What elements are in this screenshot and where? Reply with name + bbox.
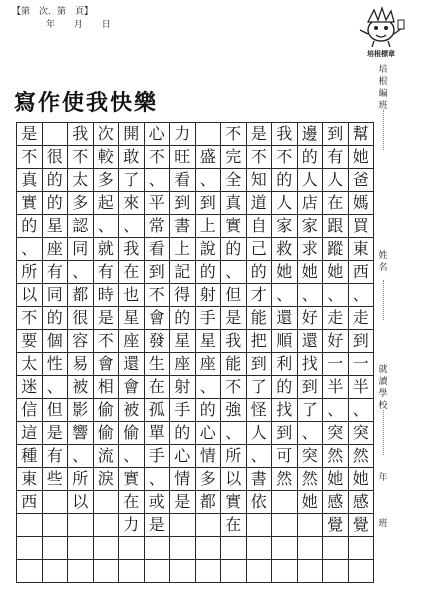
grid-cell: 是 bbox=[93, 306, 120, 330]
grid-cell: 星 bbox=[195, 329, 222, 353]
grid-cell: 人 bbox=[246, 421, 273, 445]
grid-cell: 強 bbox=[220, 398, 247, 422]
grid-cell: 西 bbox=[348, 260, 375, 284]
grid-cell: 以 bbox=[220, 467, 247, 491]
grid-cell: 次 bbox=[93, 122, 120, 146]
grid-cell bbox=[144, 536, 171, 560]
grid-cell: 不 bbox=[16, 145, 43, 169]
grid-cell: 半 bbox=[322, 375, 349, 399]
grid-cell: 感 bbox=[348, 490, 375, 514]
grid-cell: 可 bbox=[271, 444, 298, 468]
grid-cell: 、 bbox=[16, 237, 43, 261]
grid-cell: 幫 bbox=[348, 122, 375, 146]
grid-cell: 爸 bbox=[348, 168, 375, 192]
grid-cell: 心 bbox=[195, 421, 222, 445]
grid-cell: 的 bbox=[195, 398, 222, 422]
grid-cell bbox=[348, 559, 375, 583]
grid-cell: 淚 bbox=[93, 467, 120, 491]
grid-cell: 跟 bbox=[322, 214, 349, 238]
grid-cell: 然 bbox=[348, 444, 375, 468]
grid-cell: 不 bbox=[144, 283, 171, 307]
grid-cell: 在 bbox=[118, 490, 145, 514]
grid-cell: 但 bbox=[42, 398, 69, 422]
grid-cell: 東 bbox=[348, 237, 375, 261]
grid-cell: 、 bbox=[348, 283, 375, 307]
grid-cell bbox=[195, 536, 222, 560]
grid-cell: 家 bbox=[271, 214, 298, 238]
grid-cell: 、 bbox=[93, 214, 120, 238]
grid-cell: 的 bbox=[297, 145, 324, 169]
grid-cell bbox=[67, 536, 94, 560]
sidebar-dotted-line bbox=[383, 110, 384, 150]
grid-cell: 己 bbox=[246, 237, 273, 261]
grid-cell: 突 bbox=[322, 421, 349, 445]
grid-cell: 、 bbox=[271, 283, 298, 307]
page-number-line: 【第 次．第 頁】 bbox=[12, 7, 94, 17]
grid-cell: 感 bbox=[322, 490, 349, 514]
grid-cell bbox=[118, 536, 145, 560]
grid-cell: 是 bbox=[42, 421, 69, 445]
grid-cell bbox=[195, 122, 222, 146]
grid-cell: 相 bbox=[93, 375, 120, 399]
grid-cell: 、 bbox=[220, 421, 247, 445]
grid-cell: 全 bbox=[220, 168, 247, 192]
grid-cell bbox=[246, 559, 273, 583]
grid-cell: 同 bbox=[67, 237, 94, 261]
grid-cell: 偷 bbox=[93, 398, 120, 422]
grid-cell: 、 bbox=[322, 398, 349, 422]
grid-cell: 是 bbox=[144, 513, 171, 537]
essay-title: 寫作使我快樂 bbox=[14, 91, 159, 116]
grid-cell: 的 bbox=[169, 421, 196, 445]
grid-cell: 一 bbox=[322, 352, 349, 376]
grid-cell: 的 bbox=[42, 306, 69, 330]
grid-cell: 到 bbox=[322, 122, 349, 146]
grid-cell: 到 bbox=[246, 352, 273, 376]
grid-cell: 、 bbox=[297, 421, 324, 445]
grid-cell: 射 bbox=[195, 283, 222, 307]
grid-cell bbox=[67, 513, 94, 537]
grid-cell bbox=[169, 559, 196, 583]
grid-cell: 就 bbox=[93, 237, 120, 261]
grid-cell: 到 bbox=[348, 329, 375, 353]
grid-cell: 書 bbox=[246, 467, 273, 491]
grid-cell bbox=[16, 536, 43, 560]
grid-cell: 流 bbox=[93, 444, 120, 468]
grid-cell: 會 bbox=[93, 352, 120, 376]
grid-cell: 順 bbox=[271, 329, 298, 353]
grid-cell bbox=[297, 559, 324, 583]
grid-cell: 走 bbox=[322, 306, 349, 330]
date-line bbox=[46, 17, 127, 30]
grid-cell: 座 bbox=[118, 329, 145, 353]
grid-cell: 實 bbox=[220, 490, 247, 514]
grid-cell: 覺 bbox=[322, 513, 349, 537]
grid-cell: 上 bbox=[169, 237, 196, 261]
grid-cell bbox=[42, 559, 69, 583]
grid-cell: 不 bbox=[220, 122, 247, 146]
grid-cell: 手 bbox=[144, 444, 171, 468]
grid-cell: 家 bbox=[297, 214, 324, 238]
grid-cell: 走 bbox=[348, 306, 375, 330]
grid-cell bbox=[246, 536, 273, 560]
grid-cell bbox=[42, 513, 69, 537]
grid-cell: 買 bbox=[348, 214, 375, 238]
grid-cell: 能 bbox=[220, 352, 247, 376]
grid-cell: 求 bbox=[297, 237, 324, 261]
grid-cell bbox=[271, 536, 298, 560]
grid-cell: 書 bbox=[169, 214, 196, 238]
grid-cell: 她 bbox=[348, 145, 375, 169]
grid-cell: 都 bbox=[195, 490, 222, 514]
grid-cell: 認 bbox=[67, 214, 94, 238]
grid-cell: 性 bbox=[42, 352, 69, 376]
grid-cell: 易 bbox=[67, 352, 94, 376]
grid-cell: 不 bbox=[220, 375, 247, 399]
grid-cell: 、 bbox=[118, 444, 145, 468]
grid-cell: 星 bbox=[42, 214, 69, 238]
grid-cell: 信 bbox=[16, 398, 43, 422]
grid-cell: 盛 bbox=[195, 145, 222, 169]
grid-cell: 她 bbox=[297, 260, 324, 284]
grid-cell: 實 bbox=[220, 214, 247, 238]
grid-cell: 到 bbox=[297, 375, 324, 399]
grid-cell: 依 bbox=[246, 490, 273, 514]
date-day-label: 日 bbox=[101, 20, 111, 30]
grid-cell: 被 bbox=[118, 398, 145, 422]
grid-cell: 我 bbox=[220, 329, 247, 353]
grid-cell: 人 bbox=[297, 168, 324, 192]
sidebar-school-label: 就讀學校 bbox=[378, 365, 388, 411]
grid-cell: 、 bbox=[348, 398, 375, 422]
grid-cell: 、 bbox=[144, 168, 171, 192]
grid-cell: 時 bbox=[93, 283, 120, 307]
grid-cell: 道 bbox=[246, 191, 273, 215]
grid-cell bbox=[42, 490, 69, 514]
grid-cell: 、 bbox=[144, 467, 171, 491]
grid-cell: 敢 bbox=[118, 145, 145, 169]
grid-cell: 她 bbox=[297, 490, 324, 514]
grid-cell: 所 bbox=[220, 444, 247, 468]
grid-cell: 半 bbox=[348, 375, 375, 399]
grid-cell: 多 bbox=[195, 467, 222, 491]
grid-cell: 然 bbox=[322, 444, 349, 468]
grid-cell: 多 bbox=[93, 168, 120, 192]
grid-cell bbox=[93, 536, 120, 560]
grid-cell: 會 bbox=[118, 375, 145, 399]
grid-cell: 很 bbox=[42, 145, 69, 169]
date-month-label: 月 bbox=[73, 20, 83, 30]
grid-cell: 上 bbox=[195, 214, 222, 238]
grid-cell: 不 bbox=[144, 145, 171, 169]
grid-cell bbox=[220, 559, 247, 583]
grid-cell: 覺 bbox=[348, 513, 375, 537]
grid-cell bbox=[144, 559, 171, 583]
grid-cell: 人 bbox=[322, 168, 349, 192]
grid-cell: 起 bbox=[93, 191, 120, 215]
grid-cell: 同 bbox=[42, 283, 69, 307]
sidebar-pei-gen-class: 培根編班 bbox=[378, 65, 388, 111]
grid-cell: 在 bbox=[144, 375, 171, 399]
grid-cell: 星 bbox=[169, 329, 196, 353]
grid-cell: 實 bbox=[118, 467, 145, 491]
grid-cell: 所 bbox=[67, 467, 94, 491]
grid-cell: 、 bbox=[67, 260, 94, 284]
grid-cell: 偷 bbox=[93, 421, 120, 445]
date-year-label: 年 bbox=[46, 20, 56, 30]
grid-cell bbox=[16, 513, 43, 537]
grid-cell: 了 bbox=[246, 375, 273, 399]
grid-cell: 人 bbox=[271, 191, 298, 215]
grid-cell: 了 bbox=[297, 398, 324, 422]
grid-cell: 較 bbox=[93, 145, 120, 169]
grid-cell: 力 bbox=[169, 122, 196, 146]
grid-cell: 記 bbox=[169, 260, 196, 284]
grid-cell: 救 bbox=[271, 237, 298, 261]
grid-cell: 得 bbox=[169, 283, 196, 307]
grid-cell: 了 bbox=[118, 168, 145, 192]
grid-cell: 不 bbox=[67, 145, 94, 169]
grid-cell: 會 bbox=[144, 306, 171, 330]
grid-cell: 在 bbox=[118, 260, 145, 284]
grid-cell: 、 bbox=[220, 260, 247, 284]
grid-cell: 、 bbox=[118, 214, 145, 238]
grid-cell: 響 bbox=[67, 421, 94, 445]
grid-cell: 座 bbox=[42, 237, 69, 261]
grid-cell: 、 bbox=[297, 283, 324, 307]
grid-cell: 的 bbox=[246, 260, 273, 284]
grid-cell: 些 bbox=[42, 467, 69, 491]
grid-cell: 的 bbox=[169, 306, 196, 330]
grid-cell: 找 bbox=[271, 398, 298, 422]
grid-cell: 她 bbox=[348, 467, 375, 491]
grid-cell: 旺 bbox=[169, 145, 196, 169]
grid-cell: 真 bbox=[16, 168, 43, 192]
grid-cell bbox=[67, 559, 94, 583]
grid-cell bbox=[271, 559, 298, 583]
grid-cell: 我 bbox=[67, 122, 94, 146]
grid-cell: 是 bbox=[246, 122, 273, 146]
grid-cell: 店 bbox=[297, 191, 324, 215]
grid-cell: 一 bbox=[348, 352, 375, 376]
sidebar-class-label: 班 bbox=[378, 519, 388, 529]
peigen-mascot-logo bbox=[356, 4, 406, 48]
grid-cell: 都 bbox=[67, 283, 94, 307]
grid-cell bbox=[297, 536, 324, 560]
grid-cell: 然 bbox=[297, 467, 324, 491]
grid-cell bbox=[16, 559, 43, 583]
grid-cell: 、 bbox=[195, 168, 222, 192]
grid-cell bbox=[348, 536, 375, 560]
grid-cell: 座 bbox=[169, 352, 196, 376]
grid-cell: 不 bbox=[16, 306, 43, 330]
grid-cell: 把 bbox=[246, 329, 273, 353]
grid-cell: 力 bbox=[118, 513, 145, 537]
grid-cell bbox=[195, 559, 222, 583]
grid-cell bbox=[322, 559, 349, 583]
grid-cell: 是 bbox=[220, 306, 247, 330]
grid-cell: 有 bbox=[322, 145, 349, 169]
grid-cell bbox=[297, 513, 324, 537]
grid-cell: 或 bbox=[144, 490, 171, 514]
grid-cell: 來 bbox=[118, 191, 145, 215]
grid-cell: 手 bbox=[169, 398, 196, 422]
logo-caption: 培根標章 bbox=[367, 50, 395, 58]
grid-cell: 她 bbox=[271, 260, 298, 284]
grid-cell bbox=[271, 490, 298, 514]
grid-cell: 有 bbox=[42, 444, 69, 468]
grid-cell: 不 bbox=[271, 145, 298, 169]
grid-cell: 到 bbox=[144, 260, 171, 284]
grid-cell: 好 bbox=[322, 329, 349, 353]
grid-cell: 的 bbox=[42, 191, 69, 215]
grid-cell: 說 bbox=[195, 237, 222, 261]
grid-cell: 到 bbox=[195, 191, 222, 215]
grid-cell: 多 bbox=[67, 191, 94, 215]
grid-cell: 突 bbox=[297, 444, 324, 468]
grid-cell bbox=[42, 122, 69, 146]
grid-cell: 知 bbox=[246, 168, 273, 192]
grid-cell: 然 bbox=[271, 467, 298, 491]
grid-cell: 單 bbox=[144, 421, 171, 445]
sidebar-dotted-line bbox=[383, 410, 384, 455]
grid-cell: 座 bbox=[195, 352, 222, 376]
grid-cell: 有 bbox=[42, 260, 69, 284]
grid-cell: 有 bbox=[93, 260, 120, 284]
grid-cell: 還 bbox=[271, 306, 298, 330]
grid-cell: 這 bbox=[16, 421, 43, 445]
grid-cell: 媽 bbox=[348, 191, 375, 215]
grid-cell: 的 bbox=[42, 168, 69, 192]
grid-cell: 她 bbox=[322, 260, 349, 284]
grid-cell: 還 bbox=[297, 329, 324, 353]
grid-cell bbox=[42, 536, 69, 560]
grid-cell bbox=[93, 490, 120, 514]
grid-cell: 利 bbox=[271, 352, 298, 376]
grid-cell: 孤 bbox=[144, 398, 171, 422]
grid-cell: 西 bbox=[16, 490, 43, 514]
grid-cell: 以 bbox=[67, 490, 94, 514]
grid-cell: 好 bbox=[297, 306, 324, 330]
grid-cell: 心 bbox=[144, 122, 171, 146]
grid-cell: 平 bbox=[144, 191, 171, 215]
grid-cell: 到 bbox=[271, 421, 298, 445]
grid-cell: 的 bbox=[271, 375, 298, 399]
sidebar-name-label: 姓名 bbox=[378, 251, 388, 273]
grid-cell: 的 bbox=[271, 168, 298, 192]
grid-cell: 我 bbox=[118, 237, 145, 261]
grid-cell bbox=[271, 513, 298, 537]
grid-cell: 在 bbox=[322, 191, 349, 215]
grid-cell: 不 bbox=[246, 145, 273, 169]
grid-cell: 怪 bbox=[246, 398, 273, 422]
grid-cell: 的 bbox=[220, 237, 247, 261]
grid-cell bbox=[220, 536, 247, 560]
grid-cell: 、 bbox=[195, 375, 222, 399]
grid-cell: 真 bbox=[220, 191, 247, 215]
grid-cell: 開 bbox=[118, 122, 145, 146]
grid-cell: 生 bbox=[144, 352, 171, 376]
grid-cell bbox=[93, 513, 120, 537]
grid-cell: 是 bbox=[16, 122, 43, 146]
grid-cell: 是 bbox=[169, 490, 196, 514]
grid-cell bbox=[195, 513, 222, 537]
grid-cell: 太 bbox=[16, 352, 43, 376]
grid-cell: 星 bbox=[118, 306, 145, 330]
grid-cell: 所 bbox=[16, 260, 43, 284]
grid-cell: 容 bbox=[67, 329, 94, 353]
grid-cell: 常 bbox=[144, 214, 171, 238]
grid-cell: 迷 bbox=[16, 375, 43, 399]
grid-cell: 邊 bbox=[297, 122, 324, 146]
grid-cell: 的 bbox=[195, 260, 222, 284]
grid-cell: 蹤 bbox=[322, 237, 349, 261]
grid-cell: 發 bbox=[144, 329, 171, 353]
grid-cell: 東 bbox=[16, 467, 43, 491]
grid-cell bbox=[322, 536, 349, 560]
grid-cell: 情 bbox=[169, 467, 196, 491]
grid-cell: 、 bbox=[67, 444, 94, 468]
grid-cell bbox=[118, 559, 145, 583]
grid-cell: 看 bbox=[144, 237, 171, 261]
grid-cell: 到 bbox=[169, 191, 196, 215]
grid-cell: 不 bbox=[93, 329, 120, 353]
grid-cell: 種 bbox=[16, 444, 43, 468]
grid-cell: 實 bbox=[16, 191, 43, 215]
grid-cell: 以 bbox=[16, 283, 43, 307]
grid-cell: 太 bbox=[67, 168, 94, 192]
grid-cell: 個 bbox=[42, 329, 69, 353]
grid-cell: 、 bbox=[42, 375, 69, 399]
grid-cell: 她 bbox=[322, 467, 349, 491]
grid-cell: 、 bbox=[322, 283, 349, 307]
sidebar-dotted-line bbox=[383, 280, 384, 320]
grid-cell: 、 bbox=[246, 444, 273, 468]
grid-cell: 自 bbox=[246, 214, 273, 238]
grid-cell: 完 bbox=[220, 145, 247, 169]
grid-cell: 還 bbox=[118, 352, 145, 376]
grid-cell: 被 bbox=[67, 375, 94, 399]
sidebar-grade-label: 年 bbox=[378, 473, 388, 483]
grid-cell: 手 bbox=[195, 306, 222, 330]
grid-cell: 射 bbox=[169, 375, 196, 399]
grid-cell: 能 bbox=[246, 306, 273, 330]
grid-cell: 情 bbox=[195, 444, 222, 468]
grid-cell: 找 bbox=[297, 352, 324, 376]
grid-cell: 心 bbox=[169, 444, 196, 468]
grid-cell: 影 bbox=[67, 398, 94, 422]
grid-cell: 偷 bbox=[118, 421, 145, 445]
grid-cell: 我 bbox=[271, 122, 298, 146]
grid-cell bbox=[169, 513, 196, 537]
grid-cell: 看 bbox=[169, 168, 196, 192]
grid-cell: 但 bbox=[220, 283, 247, 307]
grid-cell: 突 bbox=[348, 421, 375, 445]
grid-cell: 才 bbox=[246, 283, 273, 307]
grid-cell: 要 bbox=[16, 329, 43, 353]
grid-cell bbox=[93, 559, 120, 583]
grid-cell bbox=[246, 513, 273, 537]
grid-cell bbox=[169, 536, 196, 560]
grid-cell: 很 bbox=[67, 306, 94, 330]
grid-cell: 也 bbox=[118, 283, 145, 307]
grid-cell: 在 bbox=[220, 513, 247, 537]
grid-cell: 的 bbox=[16, 214, 43, 238]
